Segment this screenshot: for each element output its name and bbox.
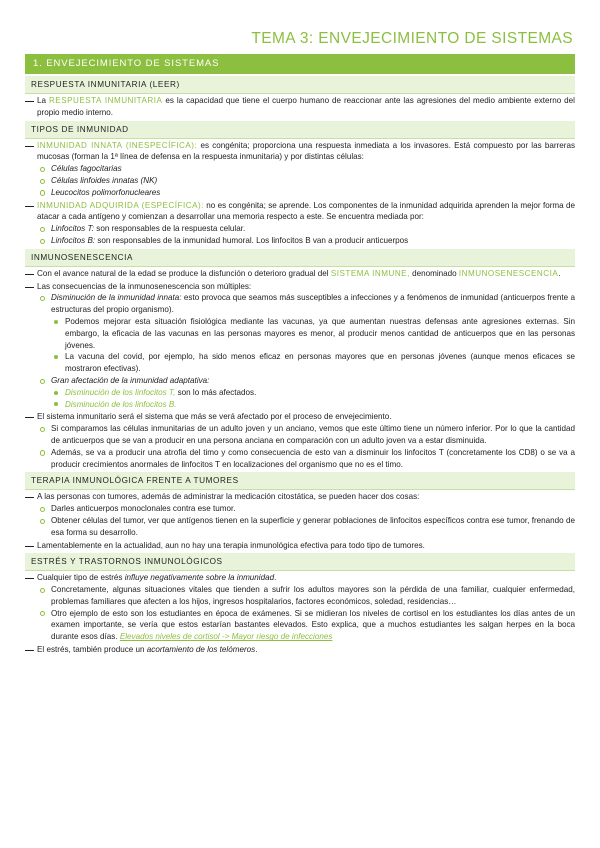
list-item: Concretamente, algunas situaciones vitales que tienden a sufrir los adultos mayores son la pérdida de una familiar, cualquier enfermedad, problemas familiares que afecten a los hijos, ingresos hospitalarios, factores económicos, soledad, residencias… bbox=[25, 584, 575, 608]
list-item: Podemos mejorar esta situación fisiológica mediante las vacunas, ya que aumentan nuestras defensas ante agresiones externas. Sin embargo, la eficacia de las vacunas en las personas mayores es menor, al producir menos cantidad de anticuerpos que en las personas jóvenes. bbox=[25, 316, 575, 351]
block-terapia bbox=[25, 491, 575, 551]
list-item: Leucocitos polimorfonucleares bbox=[25, 187, 575, 199]
list-item: Disminución de los linfocitos B. bbox=[25, 399, 575, 411]
list-item: Linfocitos B: son responsables de la inmunidad humoral. Los linfocitos B van a producir anticuerpos bbox=[25, 235, 575, 247]
list-item: Obtener células del tumor, ver que antígenos tienen en la superficie y generar poblaciones de linfocitos específicos contra ese tumor, frenando de esa forma su desarrollo. bbox=[25, 515, 575, 539]
block-inmunosenescencia bbox=[25, 268, 575, 471]
subheading-tipos: TIPOS DE INMUNIDAD bbox=[25, 121, 575, 139]
paragraph: INMUNIDAD ADQUIRIDA (ESPECÍFICA): no es congénita; se aprende. Los componentes de la inmunidad adquirida aprenden la mejor forma de atacar a cada antígeno y comienzan a desarrollar una memoria respecto a este. Se encuentra mediada por: bbox=[25, 200, 575, 224]
paragraph: Cualquier tipo de estrés influye negativamente sobre la inmunidad. bbox=[25, 572, 575, 584]
list-item: La vacuna del covid, por ejemplo, ha sido menos eficaz en personas mayores que en personas jóvenes (aunque menos eficaces se mostraron efectivas). bbox=[25, 351, 575, 375]
block-tipos bbox=[25, 140, 575, 247]
subheading-estres: ESTRÉS Y TRASTORNOS INMUNOLÓGICOS bbox=[25, 553, 575, 571]
list-item: Otro ejemplo de esto son los estudiantes en época de exámenes. Si se midieran los niveles de cortisol en los estudiantes los días antes de un examen importante, se vería que estos estarían bastantes elevados. Esto explica, que a muchos estudiantes les salgan herpes en la boca durante esos días. Elevados niveles de cortisol -> Mayor riesgo de infecciones bbox=[25, 608, 575, 643]
list-item: Disminución de la inmunidad innata: esto provoca que seamos más susceptibles a infecciones y a fenómenos de inmunidad (anticuerpos frente a estructuras del propio organismo). bbox=[25, 292, 575, 316]
section-heading: 1. ENVEJECIMIENTO DE SISTEMAS bbox=[25, 54, 575, 74]
list-item: Linfocitos T: son responsables de la respuesta celular. bbox=[25, 223, 575, 235]
paragraph: INMUNIDAD INNATA (INESPECÍFICA): es congénita; proporciona una respuesta inmediata a los invasores. Está compuesto por las barreras mucosas (forman la 1ª línea de defensa en la respuesta inmunitaria) y por distintas células: bbox=[25, 140, 575, 164]
list-item: Darles anticuerpos monoclonales contra ese tumor. bbox=[25, 503, 575, 515]
document-title: TEMA 3: ENVEJECIMIENTO DE SISTEMAS bbox=[251, 30, 573, 47]
subheading-inmunosenescencia: INMUNOSENESCENCIA bbox=[25, 249, 575, 267]
paragraph: El estrés, también produce un acortamiento de los telómeros. bbox=[25, 644, 575, 656]
paragraph: La RESPUESTA INMUNITARIA es la capacidad que tiene el cuerpo humano de reaccionar ante las agresiones del medio ambiente externo del propio medio interno. bbox=[25, 95, 575, 119]
list-item: Células linfoides innatas (NK) bbox=[25, 175, 575, 187]
paragraph: Lamentablemente en la actualidad, aun no hay una terapia inmunológica efectiva para todo tipo de tumores. bbox=[25, 540, 575, 552]
subheading-respuesta: RESPUESTA INMUNITARIA (LEER) bbox=[25, 76, 575, 94]
subheading-terapia: TERAPIA INMUNOLÓGICA FRENTE A TUMORES bbox=[25, 472, 575, 490]
paragraph: Las consecuencias de la inmunosenescencia son múltiples: bbox=[25, 281, 575, 293]
list-item: Además, se va a producir una atrofia del timo y como consecuencia de esto van a disminuir los linfocitos T (concretamente los CD8) o se va a producir crecimientos anormales de linfocitos T en localizaciones del organismo que no es el timo. bbox=[25, 447, 575, 471]
list-item: Disminución de los linfocitos T, son lo más afectados. bbox=[25, 387, 575, 399]
block-estres bbox=[25, 572, 575, 656]
paragraph: Con el avance natural de la edad se produce la disfunción o deterioro gradual del SISTEMA INMUNE, denominado INMUNOSENESCENCIA. bbox=[25, 268, 575, 280]
list-item: Si comparamos las células inmunitarias de un adulto joven y un anciano, vemos que este último tiene un número inferior. Por lo que la cantidad de anticuerpos que se van a producir en una persona anciana en comparación con un adulto joven va a estar disminuida. bbox=[25, 423, 575, 447]
paragraph: El sistema inmunitario será el sistema que más se verá afectado por el proceso de envejecimiento. bbox=[25, 411, 575, 423]
list-item: Gran afectación de la inmunidad adaptativa: bbox=[25, 375, 575, 387]
list-item: Células fagocitarias bbox=[25, 163, 575, 175]
block-respuesta bbox=[25, 95, 575, 119]
paragraph: A las personas con tumores, además de administrar la medicación citostática, se pueden hacer dos cosas: bbox=[25, 491, 575, 503]
